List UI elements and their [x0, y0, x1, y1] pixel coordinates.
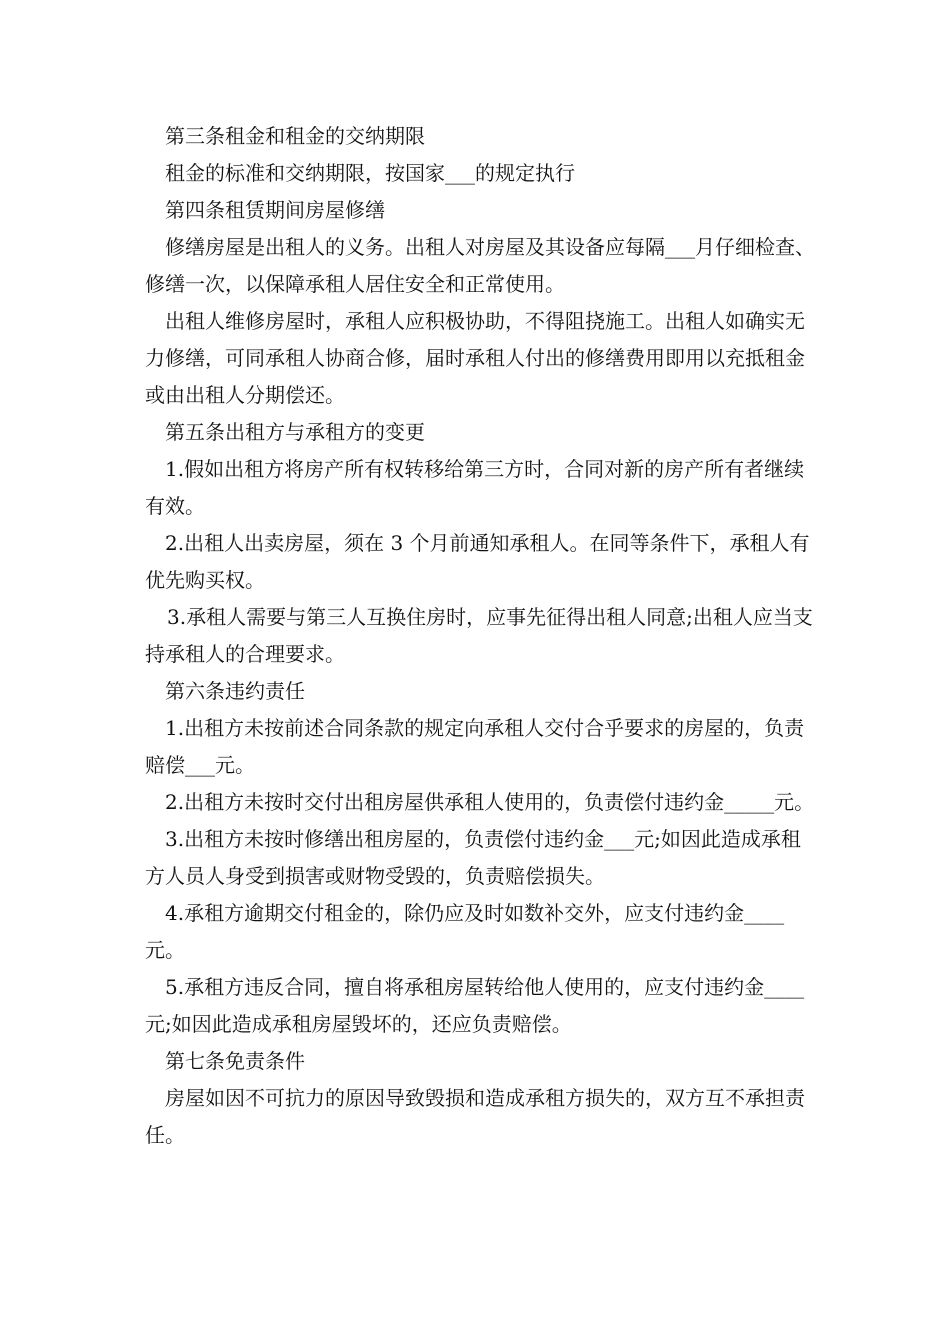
article-4-heading: 第四条租赁期间房屋修缮	[165, 198, 385, 222]
article-3-heading: 第三条租金和租金的交纳期限	[165, 124, 425, 148]
article-6-item-4: 4.承租方逾期交付租金的，除仍应及时如数补交外，应支付违约金____元。	[145, 901, 785, 962]
article-5-item-2: 2.出租人出卖房屋，须在 3 个月前通知承租人。在同等条件下，承租人有优先购买权。	[145, 531, 810, 592]
article-5-item-1: 1.假如出租方将房产所有权转移给第三方时，合同对新的房产所有者继续有效。	[145, 457, 805, 518]
article-4-para-2: 出租人维修房屋时，承租人应积极协助，不得阻挠施工。出租人如确实无力修缮，可同承租人协商合修，届时承租人付出的修缮费用即用以充抵租金或由出租人分期偿还。	[145, 309, 805, 407]
article-3-body: 租金的标准和交纳期限，按国家___的规定执行	[165, 161, 575, 185]
article-6-item-5: 5.承租方违反合同，擅自将承租房屋转给他人使用的，应支付违约金____元;如因此造成承租房屋毁坏的，还应负责赔偿。	[145, 975, 805, 1036]
article-6-item-3: 3.出租方未按时修缮出租房屋的，负责偿付违约金___元;如因此造成承租方人员人身受到损害或财物受毁的，负责赔偿损失。	[145, 827, 801, 888]
article-6-item-1: 1.出租方未按前述合同条款的规定向承租人交付合乎要求的房屋的，负责赔偿___元。	[145, 716, 805, 777]
article-6-item-2: 2.出租方未按时交付出租房屋供承租人使用的，负责偿付违约金_____元。	[165, 790, 815, 814]
article-6-heading: 第六条违约责任	[165, 679, 305, 703]
article-7-body: 房屋如因不可抗力的原因导致毁损和造成承租方损失的，双方互不承担责任。	[145, 1086, 805, 1147]
document-page	[145, 118, 815, 1154]
article-4-para-1: 修缮房屋是出租人的义务。出租人对房屋及其设备应每隔___月仔细检查、修缮一次，以保障承租人居住安全和正常使用。	[145, 235, 815, 296]
article-5-item-3: 3.承租人需要与第三人互换住房时，应事先征得出租人同意;出租人应当支持承租人的合理要求。	[145, 605, 813, 666]
article-7-heading: 第七条免责条件	[165, 1049, 305, 1073]
article-5-heading: 第五条出租方与承租方的变更	[165, 420, 425, 444]
